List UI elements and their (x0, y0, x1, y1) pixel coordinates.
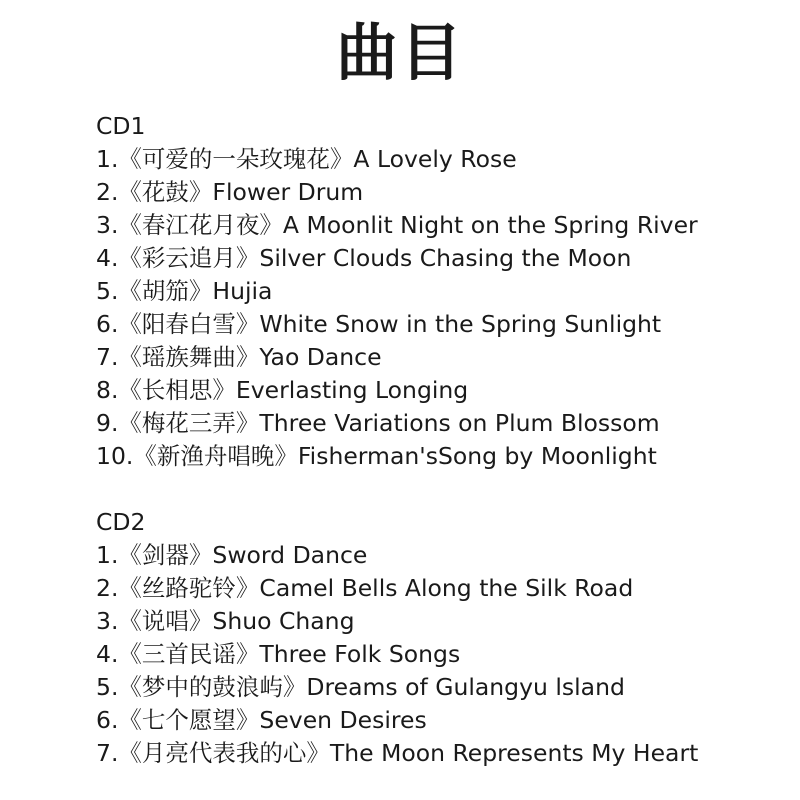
track-list (96, 143, 786, 473)
disc-cd1 (96, 110, 786, 473)
page-title: 曲目 (335, 16, 464, 89)
track-item: 6.《七个愿望》Seven Desires (96, 706, 427, 734)
track-item: 7.《瑶族舞曲》Yao Dance (96, 343, 382, 371)
track-item: 5.《胡笳》Hujia (96, 277, 273, 305)
track-item: 3.《说唱》Shuo Chang (96, 607, 355, 635)
track-list (96, 539, 786, 770)
track-item: 3.《春江花月夜》A Moonlit Night on the Spring River (96, 211, 698, 239)
track-item: 7.《月亮代表我的心》The Moon Represents My Heart (96, 739, 699, 767)
disc-cd2 (96, 506, 786, 770)
tracklists (96, 110, 786, 770)
track-item: 4.《三首民谣》Three Folk Songs (96, 640, 461, 668)
track-item: 1.《剑器》Sword Dance (96, 541, 368, 569)
disc-label: CD1 (96, 112, 146, 140)
track-item: 6.《阳春白雪》White Snow in the Spring Sunlight (96, 310, 662, 338)
track-item: 2.《花鼓》Flower Drum (96, 178, 364, 206)
track-item: 4.《彩云追月》Silver Clouds Chasing the Moon (96, 244, 632, 272)
track-item: 9.《梅花三弄》Three Variations on Plum Blossom (96, 409, 660, 437)
disc-label: CD2 (96, 508, 146, 536)
track-item: 1.《可爱的一朵玫瑰花》A Lovely Rose (96, 145, 517, 173)
track-item: 10.《新渔舟唱晚》Fisherman'sSong by Moonlight (96, 442, 657, 470)
track-item: 5.《梦中的鼓浪屿》Dreams of Gulangyu lsland (96, 673, 625, 701)
track-item: 2.《丝路驼铃》Camel Bells Along the Silk Road (96, 574, 634, 602)
track-item: 8.《长相思》Everlasting Longing (96, 376, 469, 404)
